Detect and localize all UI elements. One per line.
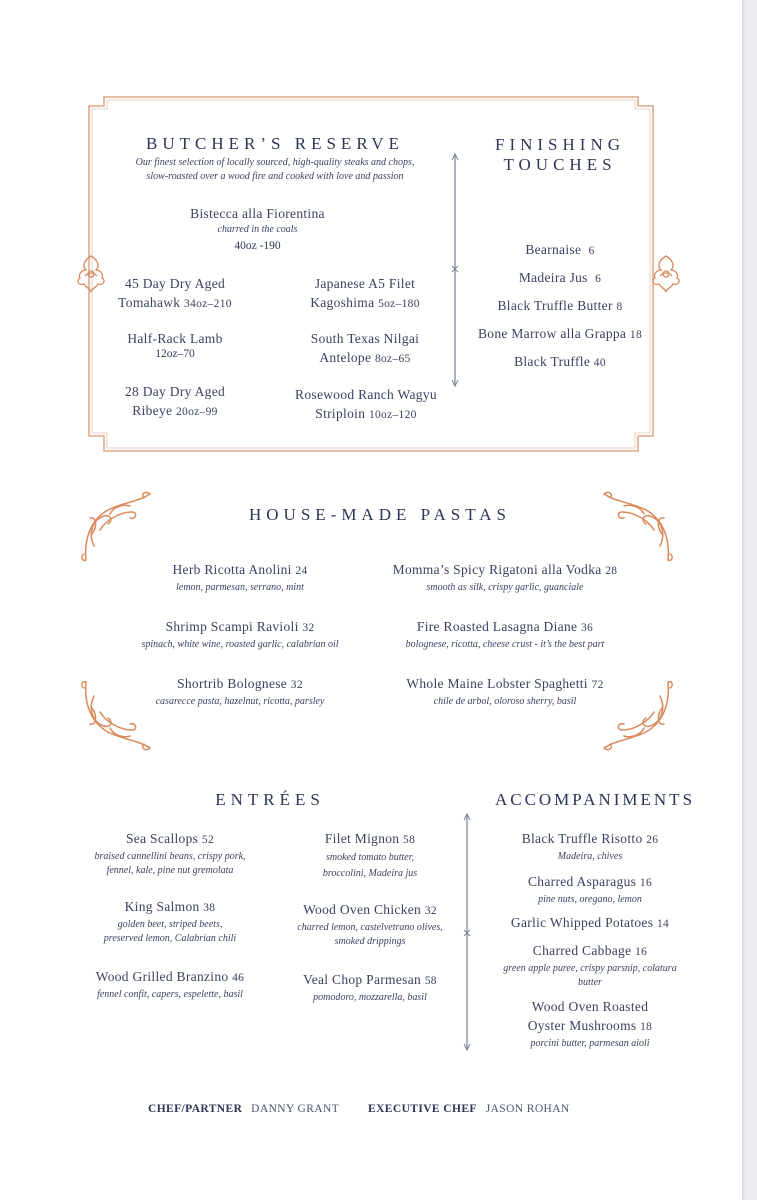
finishing-touches-list xyxy=(450,240,670,380)
accompaniment-item: Charred Cabbage 16 green apple puree, crispy parsnip, colatura butter xyxy=(503,943,677,988)
pasta-item: Shrimp Scampi Ravioli 32 spinach, white wine, roasted garlic, calabrian oil xyxy=(141,619,339,650)
featured-item-desc: charred in the coals xyxy=(217,224,298,235)
pasta-item: Whole Maine Lobster Spaghetti 72 chile de arbol, oloroso sherry, basil xyxy=(406,676,604,707)
featured-item xyxy=(140,204,375,252)
finishing-item: Bearnaise 6 xyxy=(525,242,595,257)
pasta-item: Momma’s Spicy Rigatoni alla Vodka 28 smooth as silk, crispy garlic, guanciale xyxy=(392,562,618,593)
butchers-reserve-section xyxy=(110,134,440,184)
butchers-reserve-subtitle-1: Our finest selection of locally sourced, high-quality steaks and chops, xyxy=(135,157,415,168)
accompaniment-item: Wood Oven Roasted Oyster Mushrooms 18 porcini butter, parmesan aioli xyxy=(527,999,653,1049)
butcher-item: Japanese A5 Filet Kagoshima 5oz–180 xyxy=(310,276,420,310)
exec-chef-name: JASON ROHAN xyxy=(485,1103,570,1115)
butchers-reserve-subtitle-2: slow-roasted over a wood fire and cooked with love and passion xyxy=(146,171,404,182)
finishing-touches-title-2: TOUCHES xyxy=(503,155,617,174)
butcher-item: 45 Day Dry Aged Tomahawk 34oz–210 xyxy=(118,276,232,310)
finishing-item: Black Truffle Butter 8 xyxy=(497,298,623,313)
finishing-item: Bone Marrow alla Grappa 18 xyxy=(477,326,643,341)
finishing-touches-title-1: FINISHING xyxy=(495,135,625,154)
entrees-title: ENTRÉES xyxy=(215,790,325,809)
accompaniment-item: Garlic Whipped Potatoes 14 xyxy=(510,915,670,930)
butcher-item: South Texas Nilgai Antelope 8oz–65 xyxy=(310,331,420,365)
featured-item-name: Bistecca alla Fiorentina xyxy=(190,206,325,221)
vertical-divider xyxy=(461,812,473,1052)
entree-item: Wood Oven Chicken 32 charred lemon, castelvetrano olives, smoked drippings xyxy=(297,902,443,947)
featured-item-price: 40oz -190 xyxy=(234,240,281,252)
accompaniments-title: ACCOMPANIMENTS xyxy=(494,790,696,809)
accompaniment-item: Black Truffle Risotto 26 Madeira, chives xyxy=(521,831,659,862)
entree-item: Veal Chop Parmesan 58 pomodoro, mozzarella, basil xyxy=(303,972,437,1003)
finishing-item: Madeira Jus 6 xyxy=(518,270,602,285)
exec-chef-label: EXECUTIVE CHEF xyxy=(368,1103,477,1115)
flourish-top-left-icon xyxy=(80,490,154,564)
finishing-touches-section xyxy=(460,135,660,175)
chef-partner-label: CHEF/PARTNER xyxy=(148,1103,243,1115)
entree-item: Filet Mignon 58 smoked tomato butter, broccolini, Madeira jus xyxy=(322,831,418,879)
pastas-title: HOUSE-MADE PASTAS xyxy=(248,505,511,524)
entree-item: King Salmon 38 golden beet, striped beets, preserved lemon, Calabrian chili xyxy=(103,899,237,944)
butcher-item: Rosewood Ranch Wagyu Striploin 10oz–120 xyxy=(295,387,437,421)
accompaniment-item: Charred Asparagus 16 pine nuts, oregano, lemon xyxy=(528,874,652,905)
butcher-item: Half-Rack Lamb 12oz–70 xyxy=(127,331,223,360)
footer-credits xyxy=(148,1103,628,1115)
pasta-item: Herb Ricotta Anolini 24 lemon, parmesan, serrano, mint xyxy=(172,562,308,593)
finishing-item: Black Truffle 40 xyxy=(514,354,606,369)
entree-item: Sea Scallops 52 braised cannellini beans, crispy pork, fennel, kale, pine nut gremolata xyxy=(94,831,246,876)
flourish-top-right-icon xyxy=(600,490,674,564)
pasta-item: Fire Roasted Lasagna Diane 36 bolognese, ricotta, cheese crust - it’s the best part xyxy=(405,619,605,650)
pasta-item: Shortrib Bolognese 32 casarecce pasta, hazelnut, ricotta, parsley xyxy=(155,676,325,707)
butcher-item: 28 Day Dry Aged Ribeye 20oz–99 xyxy=(124,384,226,418)
butchers-reserve-title: BUTCHER’S RESERVE xyxy=(146,134,404,153)
entree-item: Wood Grilled Branzino 46 fennel confit, capers, espelette, basil xyxy=(95,969,245,1000)
chef-partner-name: DANNY GRANT xyxy=(251,1103,340,1115)
